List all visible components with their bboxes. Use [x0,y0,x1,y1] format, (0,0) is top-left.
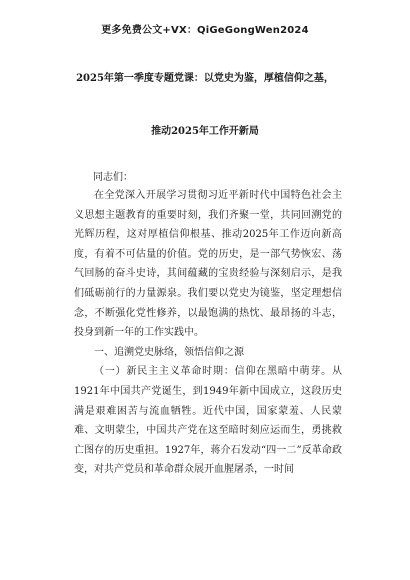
document-body [74,186,342,480]
promo-header: 更多免费公文+VX：QiGeGongWen2024 [101,25,309,36]
section-heading-1: 一、追溯党史脉络，领悟信仰之源 [94,346,244,358]
salutation: 同志们： [93,172,133,183]
paragraph-subsection-1: （一）新民主主义革命时期：信仰在黑暗中萌芽。从1921年中国共产党诞生，到1949年新中国成立，这段历史满是艰难困苦与流血牺牲。近代中国，国家蒙羞、人民蒙难、文明蒙尘，中国共产党在这至暗时刻应运而生，勇挑救亡图存的历史重担。1927年，蒋介石发动“四一二”反革命政变，对共产党员和革命群众展开血腥屠杀，一时间 [74,366,342,476]
document-title-line-2: 推动2025年工作开新局 [151,126,259,137]
document-title-line-1: 2025年第一季度专题党课：以党史为鉴，厚植信仰之基， [76,73,334,84]
paragraph-intro: 在全党深入开展学习贯彻习近平新时代中国特色社会主义思想主题教育的重要时刻，我们齐聚一堂，共同回溯党的光辉历程，这对厚植信仰根基、推动2025年工作迈向新高度，有着不可估量的价值。党的历史，是一部气势恢宏、荡气回肠的奋斗史诗，其间蕴藏的宝贵经验与深刻启示，是我们砥砺前行的力量源泉。我们要以党史为镜鉴，坚定理想信念，不断强化党性修养，以最饱满的热忱、最昂扬的斗志，投身到新一年的工作实践中。 [74,190,342,339]
